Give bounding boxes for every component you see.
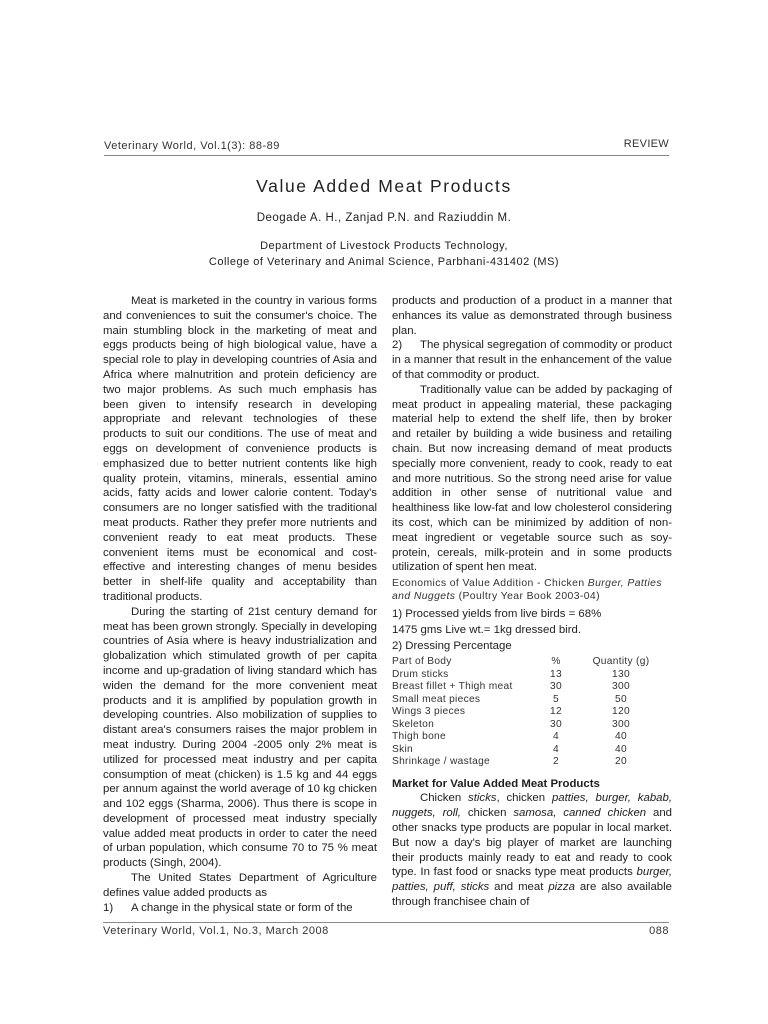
table-header: Quantity (g) [592, 656, 650, 668]
table-cell: 4 [553, 743, 559, 755]
table-cell: Wings 3 pieces [392, 706, 466, 718]
item-text: The physical segregation of commodity or product in a manner that result in the enhancement of the value of that commodity or product. [392, 339, 672, 381]
item-text: A change in the physical state or form of the [131, 901, 353, 914]
running-header [104, 139, 669, 155]
table-row [392, 706, 666, 719]
table-cell: Skin [392, 743, 414, 755]
table-header: Part of Body [392, 656, 452, 668]
item-number: 1) [103, 901, 114, 914]
table-cell: Shrinkage / wastage [392, 756, 491, 768]
article-title: Value Added Meat Products [256, 176, 512, 196]
paragraph-market: Chicken sticks, chicken patties, burger, kabab, nuggets, roll, chicken samosa, canned chicken and other snacks type products are popular in local market. But now a day's big player of market are launching their products mainly ready to eat and ready to cook type. In fast food or snacks type meat products burger, patties, puff, sticks and meat pizza are also available through franchisee chain of [392, 792, 673, 909]
definition-item-1 [103, 901, 377, 916]
running-footer [103, 922, 669, 938]
table-cell: 130 [612, 668, 630, 680]
table-cell: Thigh bone [392, 731, 446, 743]
table-row [392, 744, 666, 757]
table-cell: Breast fillet + Thigh meat [392, 681, 513, 693]
table-row [392, 731, 666, 744]
yield-line-2: 1475 gms Live wt.= 1kg dressed bird. [392, 624, 581, 637]
affiliation-line-2: College of Veterinary and Animal Science, Parbhani-431402 (MS) [208, 256, 560, 268]
right-column [392, 294, 672, 910]
affiliation-line-1: Department of Livestock Products Technology, [260, 240, 508, 252]
item-number: 2) [392, 339, 403, 352]
table-cell: Drum sticks [392, 668, 449, 680]
table-cell: 30 [550, 718, 562, 730]
dressing-table [392, 656, 666, 769]
paragraph-usda: The United States Department of Agriculture defines value added products as [103, 872, 377, 899]
paragraph-intro: Meat is marketed in the country in various forms and conveniences to suit the consumer's choice. The main stumbling block in the marketing of meat and eggs products being of high biological value, have a special role to play in developing countries of Asia and Africa where malnutrition and protein deficiency are two major problems. As such much emphasis has been given to intensify research in developing appropriate and relevant technologies of these products to suit our conditions. The use of meat and eggs on development of convenience products is emphasized due to better nutrient contents like high quality protein, vitamins, minerals, essential amino acids, fatty acids and lower calorie content. Today's consumers are no longer satisfied with the traditional meat products. Rather they prefer more nutrients and convenient ready to eat meat products. These convenient items must be economical and cost-effective and interesting changes of menu besides better in shelf-life quality and acceptability than traditional products. [103, 295, 377, 603]
table-cell: 300 [612, 681, 630, 693]
journal-citation: Veterinary World, Vol.1(3): 88-89 [104, 140, 280, 152]
paragraph-continued: products and production of a product in a manner that enhances its value as demonstrated through business plan. [392, 295, 672, 337]
table-header: % [551, 656, 561, 668]
table-row [392, 681, 666, 694]
table-cell: 13 [550, 668, 562, 680]
table-row [392, 719, 666, 732]
table-cell: Small meat pieces [392, 693, 481, 705]
yield-notes [392, 606, 672, 654]
table-cell: 5 [553, 693, 559, 705]
table-cell: 40 [615, 731, 627, 743]
paragraph-demand: During the starting of 21st century demand for meat has been grown strongly. Specially in developing countries of Asia where is heavy industrialization and globalization which stimulated growth of per capita income and up-gradation of living standard which has widen the demand for the more convenient meat products and it is amplified by population growth in developing countries. Also mobilization of supplies to distant area's consumers raises the major problem in meat industry. During 2004 -2005 only 2% meat is utilized for processed meat industry and per capita consumption of meat (chicken) is 1.5 kg and 44 eggs per annum against the world average of 10 kg chicken and 102 eggs (Sharma, 2006). Thus there is scope in development of processed meat industry specially value added meat products in order to cater the need of urban population, which consume 70 to 75 % meat products (Singh, 2004). [103, 605, 377, 870]
footer-rule [103, 922, 669, 923]
definition-item-2 [392, 338, 672, 382]
page-number: 088 [649, 925, 669, 937]
affiliation [0, 238, 768, 270]
table-cell: 4 [553, 731, 559, 743]
table-cell: 50 [615, 693, 627, 705]
market-heading: Market for Value Added Meat Products [392, 777, 600, 790]
table-row [392, 756, 666, 769]
table-header-row [392, 656, 666, 669]
yield-line-1: 1) Processed yields from live birds = 68% [392, 608, 602, 621]
section-label: REVIEW [623, 138, 669, 150]
table-cell: 30 [550, 681, 562, 693]
economics-caption: Economics of Value Addition - Chicken Burger, Patties and Nuggets (Poultry Year Book 2003-04) [392, 578, 662, 603]
table-cell: 12 [550, 706, 562, 718]
header-rule [104, 155, 669, 156]
table-row [392, 669, 666, 682]
table-cell: 20 [615, 756, 627, 768]
left-column [103, 294, 377, 915]
table-cell: 120 [612, 706, 630, 718]
table-row [392, 694, 666, 707]
authors: Deogade A. H., Zanjad P.N. and Raziuddin M. [256, 212, 512, 224]
table-cell: 2 [553, 756, 559, 768]
yield-line-3: 2) Dressing Percentage [392, 640, 512, 653]
table-cell: 40 [615, 743, 627, 755]
footer-citation: Veterinary World, Vol.1, No.3, March 2008 [103, 925, 329, 937]
table-cell: 300 [612, 718, 630, 730]
table-cell: Skeleton [392, 718, 435, 730]
paragraph-traditional: Traditionally value can be added by packaging of meat product in appealing material, these packaging material help to extend the shelf life, then by broker and retailer by building a wide business and retailing chain. But now increasing demand of meat products specially more convenient, ready to cook, ready to eat and more nutritious. So the strong need arise for value addition in other sense of nutritional value and healthiness like low-fat and low cholesterol considering its cost, which can be minimized by addition of non-meat ingredient or vegetable source such as soy-protein, cereals, milk-protein and in some products utilization of spent hen meat. [392, 383, 672, 574]
